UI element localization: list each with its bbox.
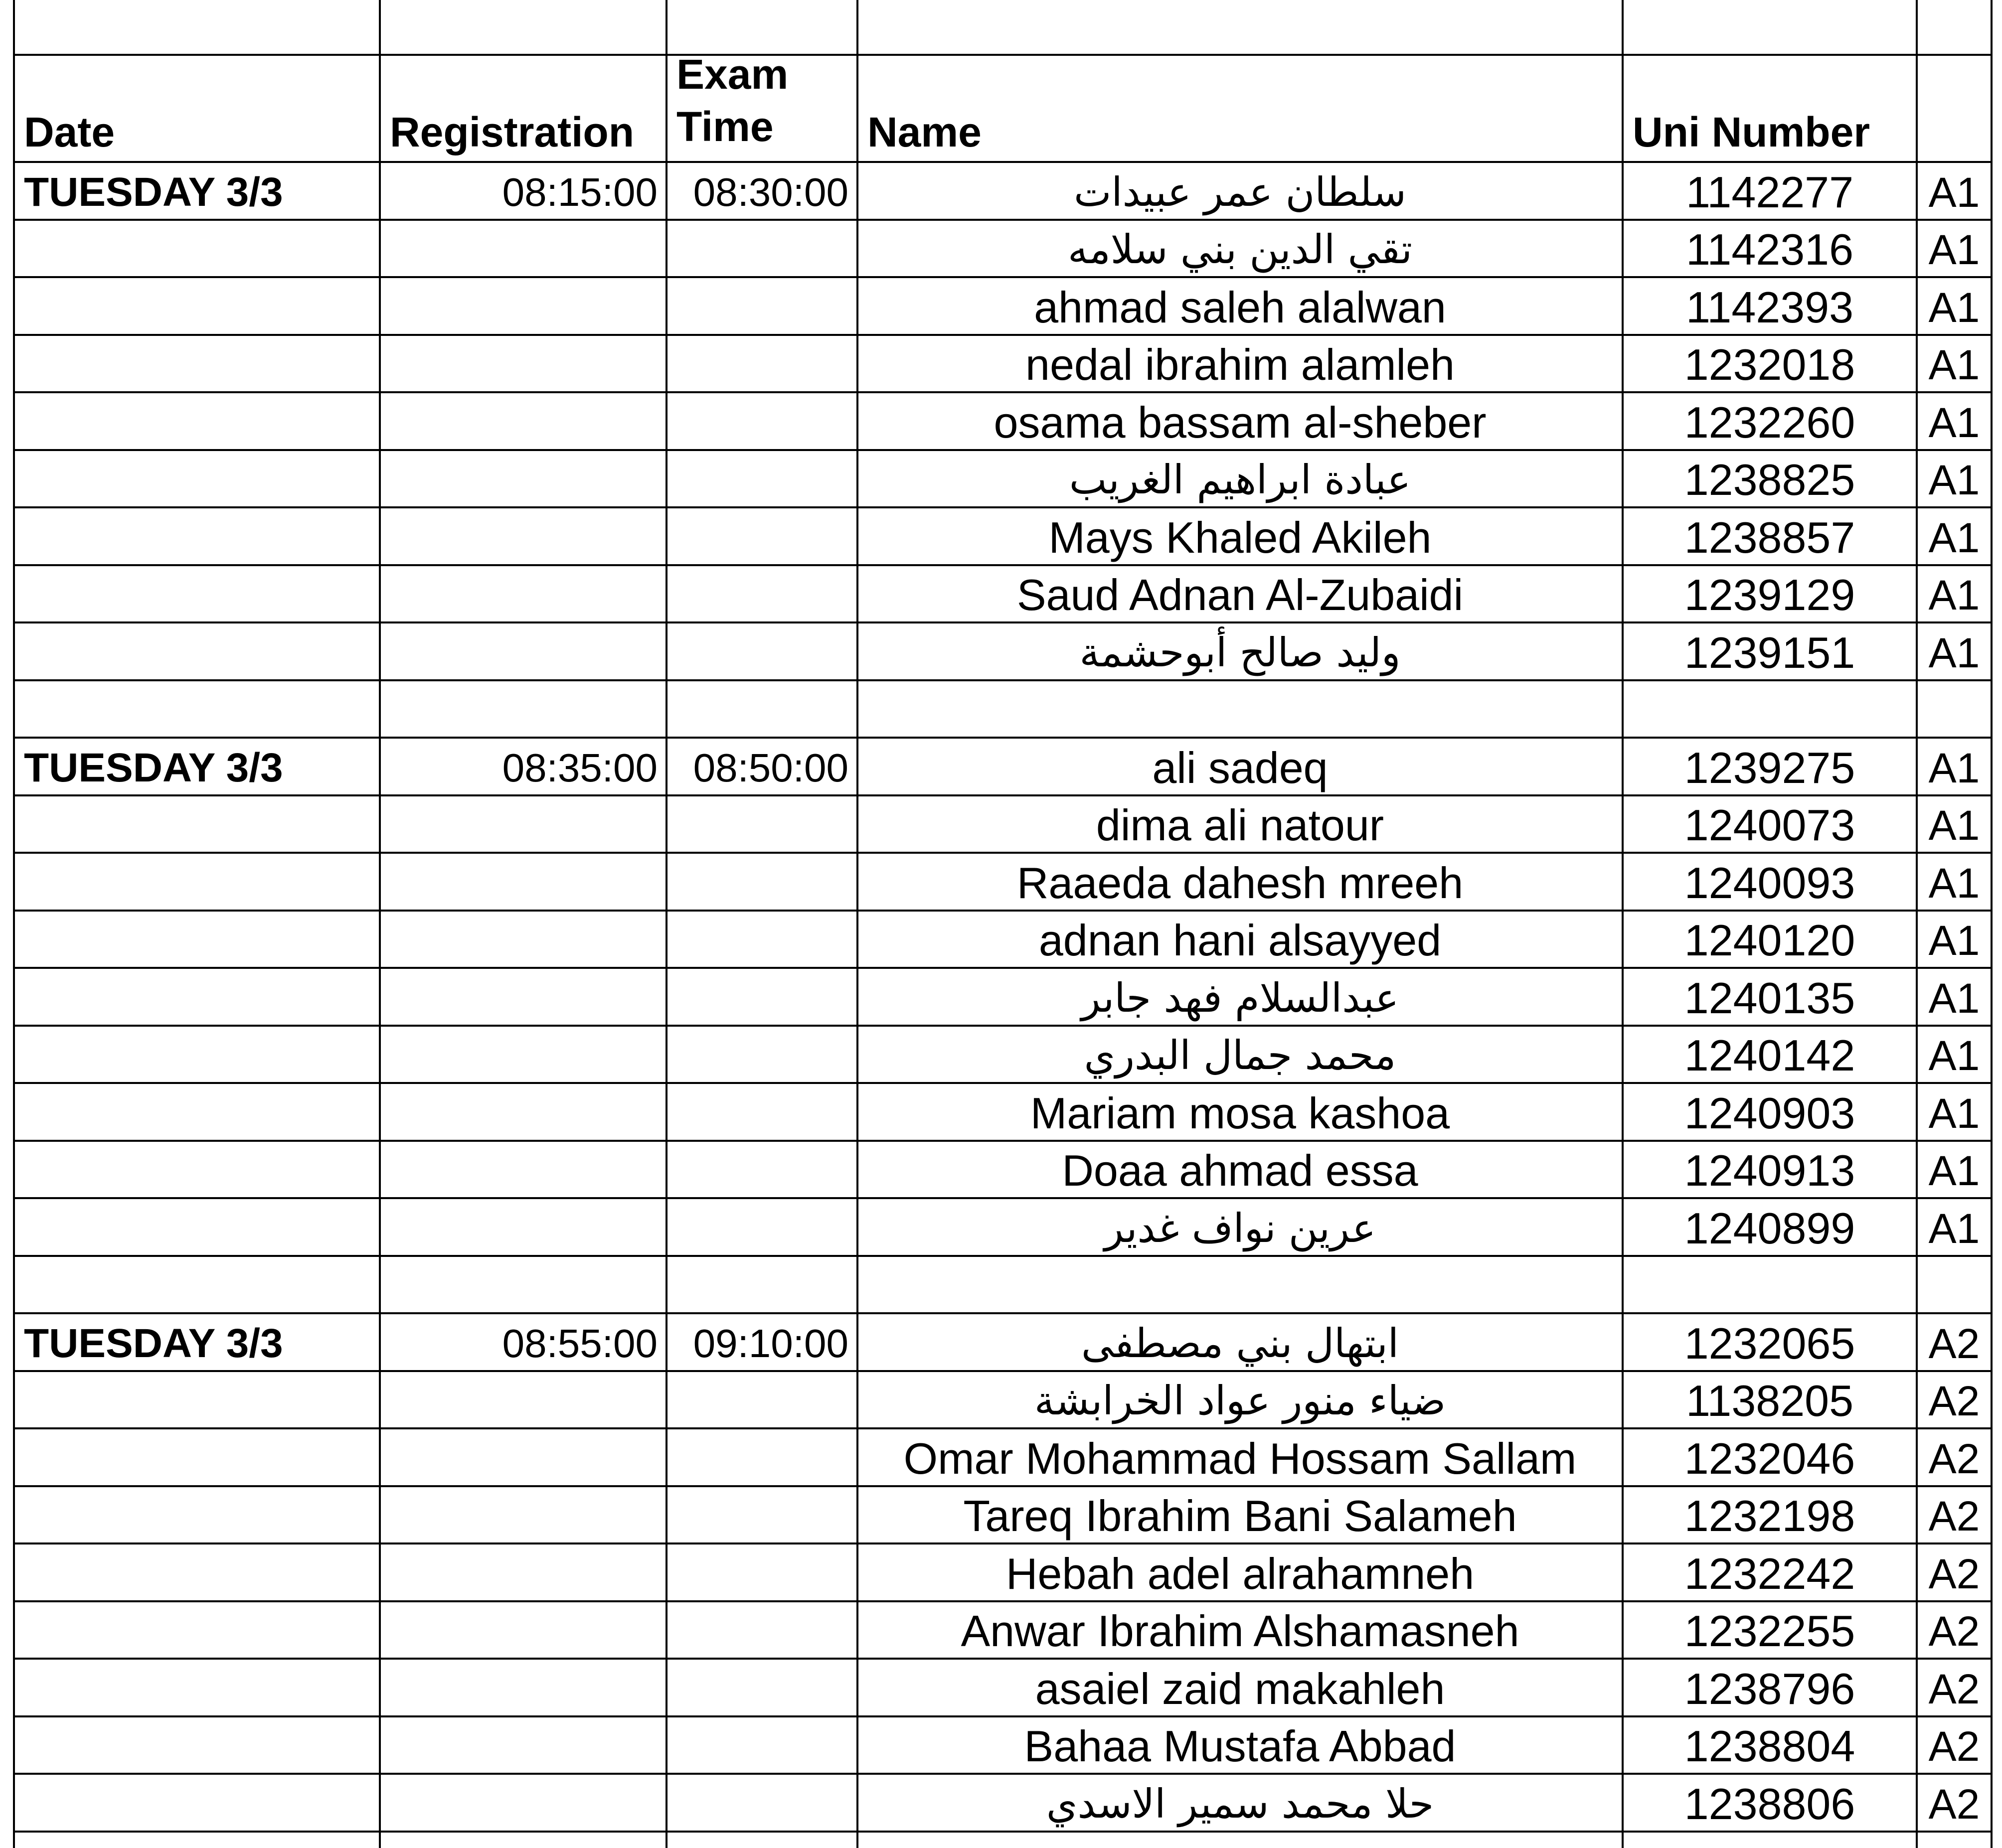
- cell-uni-number: 1138205: [1685, 1376, 1854, 1426]
- cell-exam-time: [667, 1662, 857, 1716]
- cell-code: A1: [1928, 974, 1980, 1022]
- cell-registration: [380, 338, 667, 393]
- cell-exam-time: [667, 1259, 857, 1314]
- cell-uni-number: 1232198: [1684, 1491, 1855, 1541]
- cell-registration: [380, 971, 667, 1026]
- cell-exam-time: 09:10:00: [693, 1321, 848, 1366]
- cell-code: A1: [1928, 917, 1980, 964]
- cell-date: [14, 1777, 380, 1832]
- cell-exam-time: [667, 625, 857, 680]
- header-registration: Registration: [390, 109, 635, 155]
- cell-name: Omar Mohammad Hossam Sallam: [903, 1433, 1577, 1483]
- cell-date: [14, 1604, 380, 1659]
- cell-code: A2: [1928, 1550, 1980, 1597]
- cell-code: A2: [1928, 1723, 1980, 1770]
- cell-exam-time: [667, 1029, 857, 1083]
- cell-date: [14, 914, 380, 968]
- cell-uni-number: 1142393: [1685, 282, 1854, 332]
- cell-uni-number: 1232260: [1684, 397, 1855, 447]
- cell-exam-time: [667, 1144, 857, 1199]
- cell-uni-number: 1232018: [1684, 340, 1855, 390]
- cell-date: [14, 453, 380, 508]
- cell-exam-time: [667, 683, 857, 738]
- cell-date: [14, 1489, 380, 1544]
- cell-exam-time: [667, 338, 857, 393]
- cell-uni-number: 1142316: [1685, 225, 1854, 275]
- cell-code: A1: [1928, 457, 1980, 504]
- cell-uni-number: [1623, 1259, 1917, 1314]
- cell-date: TUESDAY 3/3: [24, 169, 283, 215]
- cell-date: [14, 395, 380, 450]
- cell-registration: [380, 280, 667, 335]
- cell-uni-number: 1142277: [1685, 167, 1854, 217]
- cell-uni-number: 1240142: [1684, 1031, 1855, 1080]
- cell-name: [857, 683, 1623, 738]
- cell-name: تقي الدين بني سلامه: [1067, 226, 1413, 273]
- cell-date: [14, 1374, 380, 1429]
- cell-name: Doaa ahmad essa: [1062, 1146, 1418, 1196]
- cell-exam-time: [667, 1719, 857, 1774]
- cell-name: nedal ibrahim alamleh: [1025, 340, 1455, 390]
- cell-registration: [380, 625, 667, 680]
- cell-name: Tareq Ibrahim Bani Salameh: [963, 1491, 1517, 1541]
- cell-name: Mays Khaled Akileh: [1048, 512, 1432, 562]
- header-exam-time: [667, 55, 857, 162]
- cell-uni-number: 1240899: [1684, 1203, 1855, 1253]
- cell-exam-time: [667, 568, 857, 623]
- cell-date: [14, 971, 380, 1026]
- cell-code: A1: [1928, 399, 1980, 446]
- cell-registration: [380, 568, 667, 623]
- cell-code: A1: [1928, 572, 1980, 619]
- cell-exam-time: [667, 395, 857, 450]
- cell-date: [14, 1201, 380, 1256]
- cell-registration: [380, 395, 667, 450]
- cell-exam-time: [667, 1604, 857, 1659]
- cell-code: A1: [1928, 802, 1980, 849]
- cell-date: [14, 856, 380, 911]
- cell-uni-number: 1232242: [1684, 1548, 1855, 1598]
- cell-code: A2: [1928, 1320, 1980, 1367]
- cell-code: A1: [1928, 744, 1980, 791]
- cell-registration: [380, 1029, 667, 1083]
- cell-exam-time: [667, 1374, 857, 1429]
- cell-uni-number: 1239151: [1684, 627, 1855, 677]
- cell-date: [14, 1719, 380, 1774]
- header-uni-number: Uni Number: [1633, 109, 1870, 155]
- cell-uni-number: 1240073: [1684, 800, 1855, 850]
- cell-registration: [380, 1144, 667, 1199]
- cell-exam-time: [667, 914, 857, 968]
- cell-registration: [380, 223, 667, 278]
- cell-exam-time: [667, 1489, 857, 1544]
- cell-registration: [380, 510, 667, 565]
- header-exam-time-line2: Time: [676, 103, 774, 150]
- cell-uni-number: 1238796: [1684, 1664, 1855, 1713]
- cell-uni-number: 1238825: [1684, 455, 1855, 505]
- cell-date: [14, 223, 380, 278]
- cell-exam-time: [667, 223, 857, 278]
- cell-code: A1: [1928, 226, 1980, 274]
- cell-registration: 08:35:00: [502, 745, 658, 790]
- cell-code: A1: [1928, 284, 1980, 331]
- cell-name: adnan hani alsayyed: [1038, 916, 1442, 965]
- cell-name: محمد جمال البدري: [1084, 1032, 1396, 1079]
- cell-code: A1: [1928, 168, 1980, 216]
- cell-date: [14, 1431, 380, 1486]
- cell-date: [14, 1662, 380, 1716]
- cell-date: TUESDAY 3/3: [24, 745, 283, 790]
- cell-name: وليد صالح أبوحشمة: [1079, 629, 1401, 676]
- cell-exam-time: [667, 510, 857, 565]
- cell-exam-time: [667, 1201, 857, 1256]
- cell-registration: [380, 1662, 667, 1716]
- cell-date: [14, 1546, 380, 1601]
- cell-code: A2: [1928, 1378, 1980, 1425]
- header-exam-time-line1: Exam: [676, 55, 789, 98]
- cell-name: عبدالسلام فهد جابر: [1081, 974, 1399, 1021]
- cell-date: [14, 280, 380, 335]
- cell-name: ali sadeq: [1152, 743, 1328, 792]
- cell-name: حلا محمد سمير الاسدي: [1046, 1780, 1434, 1827]
- cell-name: osama bassam al-sheber: [994, 397, 1487, 447]
- cell-code: A1: [1928, 629, 1980, 676]
- cell-uni-number: 1240913: [1684, 1146, 1855, 1196]
- cell-registration: [380, 1489, 667, 1544]
- cell-uni-number: 1240135: [1684, 973, 1855, 1023]
- cell-code: A2: [1928, 1608, 1980, 1655]
- cell-code: A1: [1928, 514, 1980, 561]
- cell-exam-time: [667, 1086, 857, 1141]
- cell-name: Hebah adel alrahamneh: [1005, 1548, 1475, 1598]
- cell-exam-time: 08:50:00: [693, 745, 848, 790]
- cell-name: dima ali natour: [1096, 800, 1384, 850]
- cell-name: asaiel zaid makahleh: [1035, 1664, 1445, 1713]
- cell-name: [857, 1259, 1623, 1314]
- cell-registration: [380, 1604, 667, 1659]
- cell-code: A2: [1928, 1435, 1980, 1482]
- cell-code: A1: [1928, 1032, 1980, 1079]
- cell-exam-time: [667, 280, 857, 335]
- header-name: Name: [867, 109, 982, 155]
- cell-name: Raaeda dahesh mreeh: [1016, 858, 1464, 908]
- cell-uni-number: 1240903: [1684, 1088, 1855, 1138]
- cell-uni-number: 1232046: [1684, 1433, 1855, 1483]
- cell-date: [14, 568, 380, 623]
- cell-code: A1: [1928, 859, 1980, 907]
- header-date: Date: [24, 109, 115, 155]
- cell-registration: [380, 1719, 667, 1774]
- cell-date: [14, 625, 380, 680]
- cell-uni-number: 1239129: [1684, 570, 1855, 620]
- cell-code: A1: [1928, 1089, 1980, 1137]
- cell-date: [14, 1144, 380, 1199]
- cell-exam-time: [667, 1546, 857, 1601]
- cell-uni-number: 1238804: [1684, 1721, 1855, 1771]
- cell-registration: [380, 1431, 667, 1486]
- cell-date: [14, 510, 380, 565]
- cell-code: [1917, 683, 1992, 738]
- cell-name: Anwar Ibrahim Alshamasneh: [961, 1606, 1519, 1656]
- cell-date: [14, 1259, 380, 1314]
- cell-uni-number: 1240093: [1684, 858, 1855, 908]
- cell-registration: [380, 1086, 667, 1141]
- cell-date: [14, 1029, 380, 1083]
- cell-uni-number: 1240120: [1684, 916, 1855, 965]
- cell-uni-number: 1232065: [1684, 1318, 1855, 1368]
- cell-uni-number: 1238806: [1684, 1779, 1855, 1829]
- cell-registration: [380, 1259, 667, 1314]
- cell-registration: [380, 856, 667, 911]
- cell-exam-time: [667, 971, 857, 1026]
- cell-uni-number: 1239275: [1684, 743, 1855, 792]
- cell-name: ahmad saleh alalwan: [1034, 282, 1446, 332]
- cell-registration: [380, 1777, 667, 1832]
- cell-date: TUESDAY 3/3: [24, 1320, 283, 1366]
- cell-name: Saud Adnan Al-Zubaidi: [1016, 570, 1464, 620]
- cell-name: ابتهال بني مصطفى: [1081, 1320, 1399, 1367]
- cell-name: ضياء منور عواد الخرابشة: [1034, 1378, 1446, 1424]
- cell-uni-number: 1238857: [1684, 512, 1855, 562]
- cell-date: [14, 338, 380, 393]
- cell-date: [14, 798, 380, 853]
- cell-registration: [380, 1374, 667, 1429]
- cell-code: A2: [1928, 1780, 1980, 1828]
- cell-uni-number: 1232255: [1684, 1606, 1855, 1656]
- cell-exam-time: [667, 1777, 857, 1832]
- cell-code: [1917, 1259, 1992, 1314]
- cell-registration: 08:55:00: [502, 1321, 658, 1366]
- cell-date: [14, 683, 380, 738]
- cell-name: عرين نواف غدير: [1104, 1205, 1376, 1251]
- cell-exam-time: [667, 856, 857, 911]
- cell-exam-time: [667, 1431, 857, 1486]
- cell-date: [14, 1086, 380, 1141]
- cell-exam-time: [667, 453, 857, 508]
- cell-code: A1: [1928, 1205, 1980, 1252]
- cell-name: Mariam mosa kashoa: [1030, 1088, 1450, 1138]
- cell-code: A2: [1928, 1665, 1980, 1712]
- cell-registration: [380, 453, 667, 508]
- cell-name: Bahaa Mustafa Abbad: [1024, 1721, 1456, 1771]
- cell-registration: [380, 683, 667, 738]
- cell-registration: [380, 798, 667, 853]
- cell-name: سلطان عمر عبيدات: [1074, 168, 1406, 215]
- cell-code: A1: [1928, 341, 1980, 389]
- cell-registration: [380, 1201, 667, 1256]
- cell-code: A2: [1928, 1493, 1980, 1540]
- cell-exam-time: 08:30:00: [693, 169, 848, 214]
- cell-registration: [380, 914, 667, 968]
- cell-registration: 08:15:00: [502, 169, 658, 214]
- cell-code: A1: [1928, 1147, 1980, 1195]
- cell-uni-number: [1623, 683, 1917, 738]
- cell-registration: [380, 1546, 667, 1601]
- cell-exam-time: [667, 798, 857, 853]
- cell-name: عبادة ابراهيم الغريب: [1069, 457, 1411, 503]
